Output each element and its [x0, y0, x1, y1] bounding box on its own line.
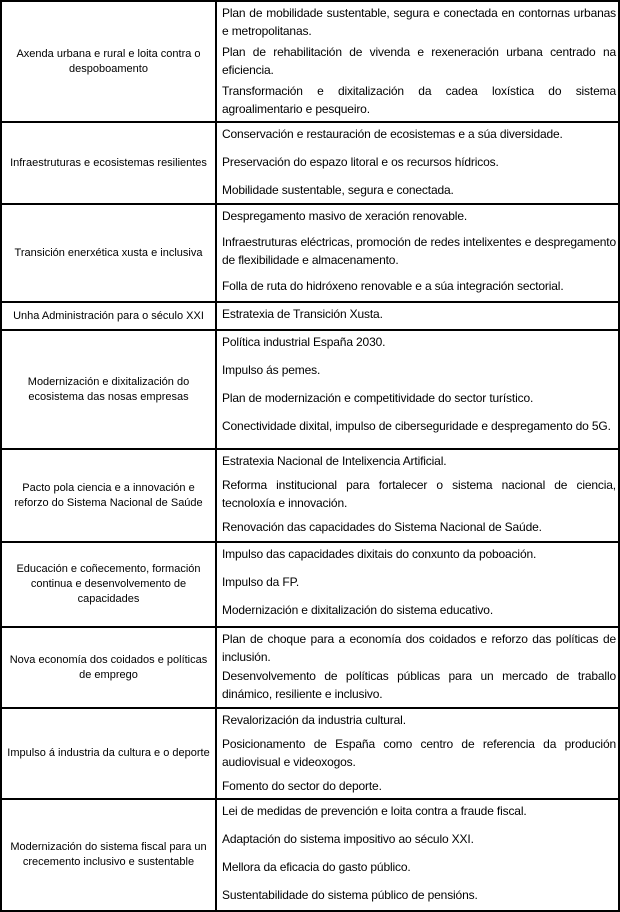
measure-item: Plan de modernización e competitividade do sector turístico.	[222, 391, 534, 405]
measure-item: Estratexia de Transición Xusta.	[222, 307, 383, 321]
measure-item: Conectividade dixital, impulso de ciberseguridade e despregamento do 5G.	[222, 419, 611, 433]
measures-cell	[217, 543, 618, 626]
measures-cell	[217, 123, 618, 203]
table-row	[2, 205, 618, 303]
table-row	[2, 331, 618, 450]
category-label: Nova economía dos coidados e políticas de emprego	[9, 653, 208, 681]
measure-item: Política industrial España 2030.	[222, 335, 386, 349]
measure-item: Conservación e restauración de ecosistemas e a súa diversidade.	[222, 127, 563, 141]
measure-item: Fomento do sector do deporte.	[222, 779, 382, 793]
measures-cell	[217, 303, 618, 329]
category-cell	[2, 800, 217, 910]
measures-cell	[217, 628, 618, 707]
measure-item: Transformación e dixitalización da cadea loxística do sistema agroalimentario e pesqueiro.	[222, 84, 616, 116]
measures-cell	[217, 205, 618, 301]
measures-cell	[217, 709, 618, 798]
category-cell	[2, 205, 217, 301]
measures-cell	[217, 450, 618, 541]
measure-item: Adaptación do sistema impositivo ao século XXI.	[222, 832, 474, 846]
category-cell	[2, 628, 217, 707]
category-label: Pacto pola ciencia e a innovación e reforzo do Sistema Nacional de Saúde	[14, 481, 203, 509]
measure-item: Plan de choque para a economía dos coidados e reforzo das políticas de inclusión.	[222, 632, 616, 664]
measure-item: Despregamento masivo de xeración renovable.	[222, 209, 468, 223]
table-row	[2, 800, 618, 910]
measure-item: Mobilidade sustentable, segura e conectada.	[222, 183, 454, 197]
measure-item: Revalorización da industria cultural.	[222, 713, 406, 727]
measure-item: Plan de rehabilitación de vivenda e rexeneración urbana centrado na eficiencia.	[222, 45, 616, 77]
category-cell	[2, 543, 217, 626]
measure-item: Mellora da eficacia do gasto público.	[222, 860, 411, 874]
measure-item: Folla de ruta do hidróxeno renovable e a súa integración sectorial.	[222, 279, 564, 293]
measures-cell	[217, 800, 618, 910]
measure-item: Preservación do espazo litoral e os recursos hídricos.	[222, 155, 499, 169]
table-row	[2, 123, 618, 205]
category-label: Modernización do sistema fiscal para un crecemento inclusivo e sustentable	[10, 841, 207, 868]
measure-item: Plan de mobilidade sustentable, segura e conectada en contornas urbanas e metropolitanas.	[222, 6, 616, 38]
table-row	[2, 709, 618, 800]
category-label: Educación e coñecemento, formación continua e desenvolvemento de capacidades	[16, 563, 201, 605]
measure-item: Posicionamento de España como centro de referencia da produción audiovisual e videoxogos.	[222, 737, 616, 769]
category-cell	[2, 331, 217, 448]
measures-cell	[217, 331, 618, 448]
category-cell	[2, 2, 217, 121]
table-row	[2, 628, 618, 709]
category-cell	[2, 123, 217, 203]
measure-item: Impulso ás pemes.	[222, 363, 321, 377]
measures-cell	[217, 2, 618, 121]
category-cell	[2, 450, 217, 541]
measure-item: Impulso das capacidades dixitais do conxunto da poboación.	[222, 547, 537, 561]
table-row	[2, 303, 618, 331]
measure-item: Lei de medidas de prevención e loita contra a fraude fiscal.	[222, 804, 527, 818]
category-label: Impulso á industria da cultura e o deporte	[7, 747, 210, 759]
category-label: Modernización e dixitalización do ecosistema das nosas empresas	[27, 375, 190, 403]
category-label: Axenda urbana e rural e loita contra o despoboamento	[16, 47, 201, 75]
category-cell	[2, 709, 217, 798]
measure-item: Desenvolvemento de políticas públicas para un mercado de traballo dinámico, resiliente e inclusivo.	[222, 669, 616, 701]
category-cell	[2, 303, 217, 329]
measure-item: Renovación das capacidades do Sistema Nacional de Saúde.	[222, 520, 542, 534]
measure-item: Sustentabilidade do sistema público de pensións.	[222, 888, 478, 902]
measure-item: Reforma institucional para fortalecer o sistema nacional de ciencia, tecnoloxía e innovación.	[222, 478, 616, 510]
measure-item: Infraestruturas eléctricas, promoción de redes intelixentes e despregamento de flexibilidade e almacenamento.	[222, 235, 616, 267]
category-label: Transición enerxética xusta e inclusiva	[14, 246, 203, 259]
measure-item: Impulso da FP.	[222, 575, 300, 589]
measure-item: Modernización e dixitalización do sistema educativo.	[222, 603, 494, 617]
category-label: Unha Administración para o século XXI	[13, 309, 204, 322]
measure-item: Estratexia Nacional de Intelixencia Artificial.	[222, 454, 447, 468]
table-row	[2, 2, 618, 123]
table-row	[2, 543, 618, 628]
table-row	[2, 450, 618, 543]
category-label: Infraestruturas e ecosistemas resilientes	[10, 156, 207, 169]
